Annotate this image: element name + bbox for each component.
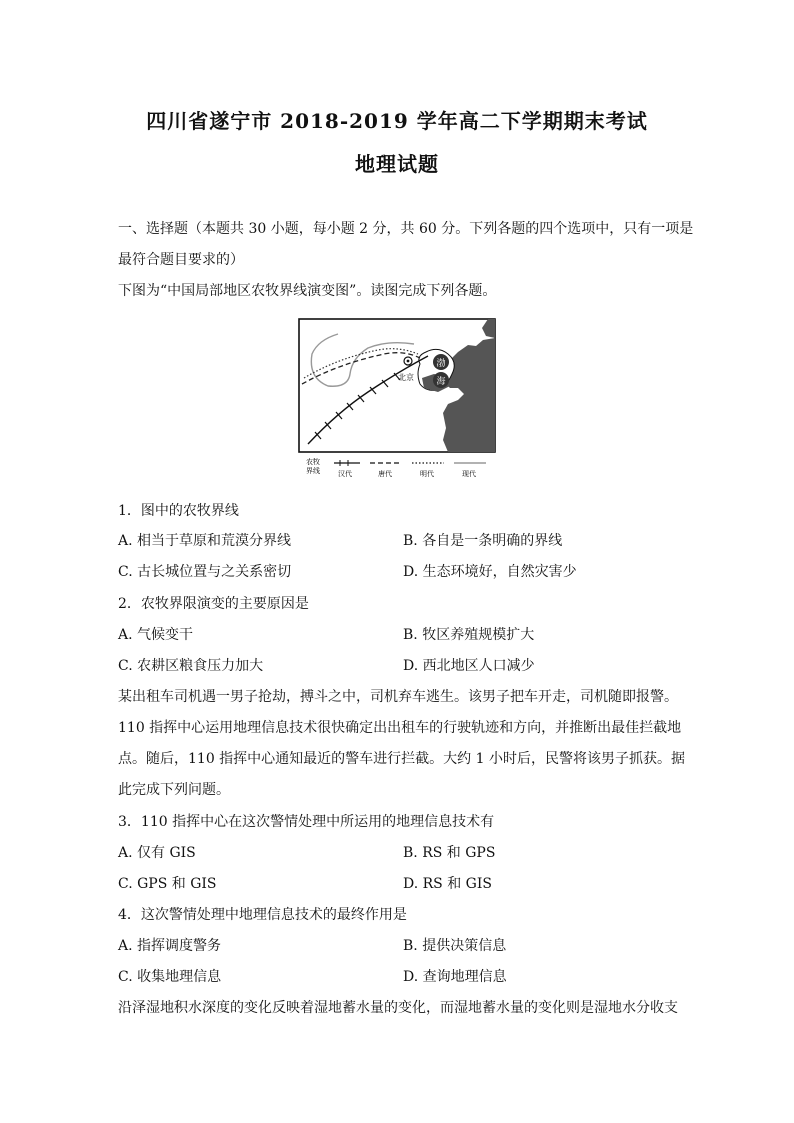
passage-line-4: 此完成下列问题。 — [118, 782, 230, 798]
question-4: 4．这次警情处理中地理信息技术的最终作用是 — [118, 907, 407, 923]
legend-title-1: 农牧 — [306, 458, 320, 466]
legend-title-2: 界线 — [306, 467, 320, 475]
q2-option-a: A. 气候变干 — [118, 627, 194, 643]
exam-title: 四川省遂宁市 2018-2019 学年高二下学期期末考试 — [146, 109, 648, 133]
section-heading-cont: 最符合题目要求的） — [118, 252, 244, 268]
city-label: 北京 — [398, 373, 414, 382]
passage-line-1: 某出租车司机遇一男子抢劫，搏斗之中，司机弃车逃生。该男子把车开走，司机随即报警。 — [118, 689, 678, 705]
q3-option-b: B. RS 和 GPS — [403, 845, 496, 861]
q4-option-a: A. 指挥调度警务 — [118, 938, 222, 954]
farming-pastoral-boundary-map — [298, 318, 496, 482]
q4-option-c: C. 收集地理信息 — [118, 969, 222, 985]
q2-option-d: D. 西北地区人口减少 — [403, 658, 535, 674]
sea-label-1: 渤 — [436, 359, 446, 369]
q3-option-d: D. RS 和 GIS — [403, 876, 492, 892]
q1-option-c: C. 古长城位置与之关系密切 — [118, 564, 292, 580]
legend-ming: 明代 — [420, 470, 434, 478]
question-2: 2．农牧界限演变的主要原因是 — [118, 596, 309, 612]
q3-option-c: C. GPS 和 GIS — [118, 876, 217, 892]
q3-option-a: A. 仅有 GIS — [118, 845, 196, 861]
section-heading: 一、选择题（本题共 30 小题，每小题 2 分，共 60 分。下列各题的四个选项中，只有一项是 — [118, 221, 694, 237]
q2-option-b: B. 牧区养殖规模扩大 — [403, 627, 535, 643]
q1-option-b: B. 各自是一条明确的界线 — [403, 533, 563, 549]
q2-option-c: C. 农耕区粮食压力加大 — [118, 658, 264, 674]
sea-label-2: 海 — [436, 377, 446, 387]
question-1: 1．图中的农牧界线 — [118, 503, 239, 519]
passage-line-2: 110 指挥中心运用地理信息技术很快确定出出租车的行驶轨迹和方向，并推断出最佳拦截地 — [118, 720, 682, 736]
q1-option-d: D. 生态环境好，自然灾害少 — [403, 564, 577, 580]
legend-han: 汉代 — [338, 470, 352, 478]
question-3: 3．110 指挥中心在这次警情处理中所运用的地理信息技术有 — [118, 814, 495, 830]
figure-intro: 下图为“中国局部地区农牧界线演变图”。读图完成下列各题。 — [118, 283, 497, 299]
q4-option-d: D. 查询地理信息 — [403, 969, 507, 985]
q1-option-a: A. 相当于草原和荒漠分界线 — [118, 533, 292, 549]
exam-subtitle: 地理试题 — [355, 152, 439, 176]
legend-tang: 唐代 — [378, 470, 392, 478]
passage-line-3: 点。随后，110 指挥中心通知最近的警车进行拦截。大约 1 小时后，民警将该男子抓获。据 — [118, 751, 685, 767]
legend-modern: 现代 — [462, 470, 476, 478]
q4-option-b: B. 提供决策信息 — [403, 938, 507, 954]
passage3-line-1: 沿泽湿地积水深度的变化反映着湿地蓄水量的变化，而湿地蓄水量的变化则是湿地水分收支 — [118, 1000, 678, 1016]
